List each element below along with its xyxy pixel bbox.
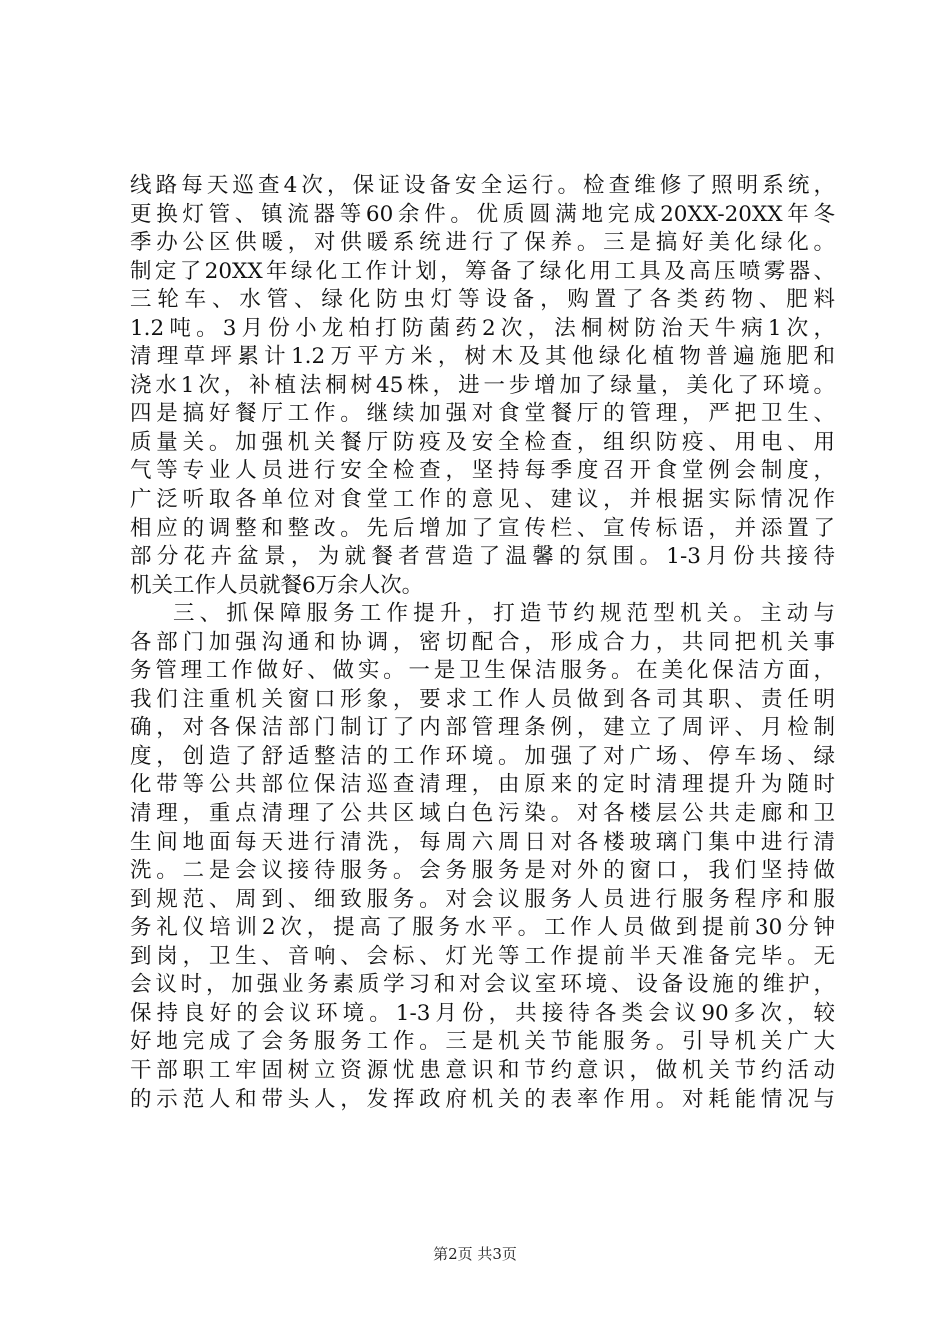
text-line: 洗。二是会议接待服务。会务服务是对外的窗口，我们坚持做 — [130, 858, 835, 884]
text-line: 生间地面每天进行清洗，每周六周日对各楼玻璃门集中进行清 — [130, 829, 835, 855]
text-line: 三轮车、水管、绿化防虫灯等设备，购置了各类药物、肥料 — [130, 287, 835, 313]
page-number-footer: 第2页 共3页 — [433, 1245, 517, 1263]
text-line: 到规范、周到、细致服务。对会议服务人员进行服务程序和服 — [130, 886, 835, 912]
text-line: 部分花卉盆景，为就餐者营造了温馨的氛围。1-3月份共接待 — [130, 544, 835, 570]
text-line: 清理草坪累计1.2万平方米，树木及其他绿化植物普遍施肥和 — [130, 344, 835, 370]
text-line: 机关工作人员就餐6万余人次。 — [130, 572, 424, 598]
text-line: 干部职工牢固树立资源忧患意识和节约意识，做机关节约活动 — [130, 1057, 835, 1083]
text-line: 化带等公共部位保洁巡查清理，由原来的定时清理提升为随时 — [130, 772, 835, 798]
text-line: 季办公区供暖，对供暖系统进行了保养。三是搞好美化绿化。 — [130, 230, 835, 256]
paragraph-start-line: 三、抓保障服务工作提升，打造节约规范型机关。主动与 — [173, 601, 835, 627]
body-text — [130, 172, 835, 1114]
text-line: 保持良好的会议环境。1-3月份，共接待各类会议90多次，较 — [130, 1000, 835, 1026]
text-line: 到岗，卫生、音响、会标、灯光等工作提前半天准备完毕。无 — [130, 943, 835, 969]
text-line: 质量关。加强机关餐厅防疫及安全检查，组织防疫、用电、用 — [130, 429, 835, 455]
text-line: 会议时，加强业务素质学习和对会议室环境、设备设施的维护， — [130, 972, 835, 998]
text-line: 我们注重机关窗口形象，要求工作人员做到各司其职、责任明 — [130, 686, 835, 712]
text-line: 更换灯管、镇流器等60余件。优质圆满地完成20XX-20XX年冬 — [130, 201, 835, 227]
text-line: 度，创造了舒适整洁的工作环境。加强了对广场、停车场、绿 — [130, 743, 835, 769]
text-line: 务管理工作做好、做实。一是卫生保洁服务。在美化保洁方面， — [130, 658, 835, 684]
text-line: 气等专业人员进行安全检查，坚持每季度召开食堂例会制度， — [130, 458, 835, 484]
text-line: 的示范人和带头人，发挥政府机关的表率作用。对耗能情况与 — [130, 1086, 835, 1112]
text-line: 1.2吨。3月份小龙柏打防菌药2次，法桐树防治天牛病1次， — [130, 315, 835, 341]
text-line: 清理，重点清理了公共区域白色污染。对各楼层公共走廊和卫 — [130, 801, 835, 827]
text-line: 各部门加强沟通和协调，密切配合，形成合力，共同把机关事 — [130, 629, 835, 655]
text-line: 四是搞好餐厅工作。继续加强对食堂餐厅的管理，严把卫生、 — [130, 401, 835, 427]
text-line: 好地完成了会务服务工作。三是机关节能服务。引导机关广大 — [130, 1029, 835, 1055]
text-line: 务礼仪培训2次，提高了服务水平。工作人员做到提前30分钟 — [130, 915, 835, 941]
text-line: 线路每天巡查4次，保证设备安全运行。检查维修了照明系统， — [130, 173, 835, 198]
text-line: 确，对各保洁部门制订了内部管理条例，建立了周评、月检制 — [130, 715, 835, 741]
text-line: 广泛听取各单位对食堂工作的意见、建议，并根据实际情况作 — [130, 487, 835, 513]
text-line: 制定了20XX年绿化工作计划，筹备了绿化用工具及高压喷雾器、 — [130, 258, 835, 284]
text-line: 浇水1次，补植法桐树45株，进一步增加了绿量，美化了环境。 — [130, 372, 835, 398]
text-line: 相应的调整和整改。先后增加了宣传栏、宣传标语，并添置了 — [130, 515, 835, 541]
